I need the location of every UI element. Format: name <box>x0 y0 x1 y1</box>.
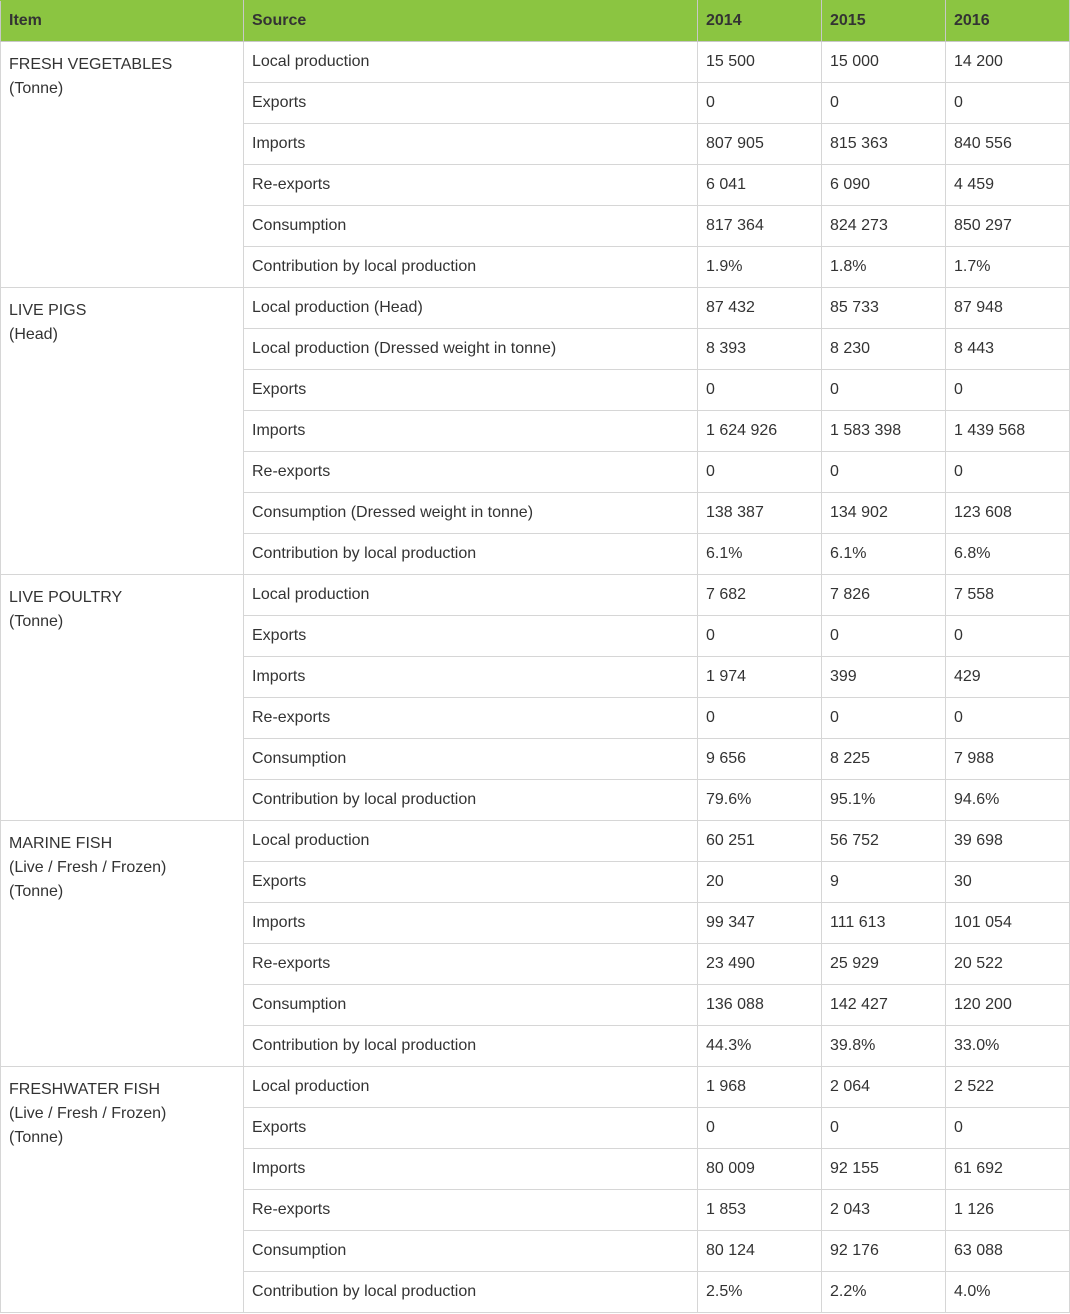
value-cell: 1.7% <box>946 247 1070 288</box>
value-cell: 136 088 <box>698 985 822 1026</box>
value-cell: 9 656 <box>698 739 822 780</box>
table-row <box>1 821 1070 862</box>
value-cell: 0 <box>698 698 822 739</box>
value-cell: 0 <box>822 616 946 657</box>
value-cell: 840 556 <box>946 124 1070 165</box>
source-cell: Imports <box>244 411 698 452</box>
source-cell: Re-exports <box>244 698 698 739</box>
source-cell: Consumption <box>244 985 698 1026</box>
value-cell: 2.5% <box>698 1272 822 1313</box>
source-cell: Imports <box>244 124 698 165</box>
value-cell: 39.8% <box>822 1026 946 1067</box>
value-cell: 2 522 <box>946 1067 1070 1108</box>
item-label-line: (Head) <box>9 326 58 343</box>
item-cell <box>1 821 244 1067</box>
value-cell: 6.1% <box>698 534 822 575</box>
source-cell: Consumption <box>244 739 698 780</box>
value-cell: 9 <box>822 862 946 903</box>
source-cell: Contribution by local production <box>244 534 698 575</box>
value-cell: 1 583 398 <box>822 411 946 452</box>
value-cell: 0 <box>822 1108 946 1149</box>
value-cell: 7 826 <box>822 575 946 616</box>
value-cell: 111 613 <box>822 903 946 944</box>
value-cell: 7 988 <box>946 739 1070 780</box>
value-cell: 1 439 568 <box>946 411 1070 452</box>
value-cell: 101 054 <box>946 903 1070 944</box>
value-cell: 120 200 <box>946 985 1070 1026</box>
table-row <box>1 288 1070 329</box>
value-cell: 2 043 <box>822 1190 946 1231</box>
source-cell: Exports <box>244 862 698 903</box>
item-label-line: MARINE FISH <box>9 835 113 852</box>
source-cell: Re-exports <box>244 944 698 985</box>
value-cell: 4.0% <box>946 1272 1070 1313</box>
source-cell: Contribution by local production <box>244 1026 698 1067</box>
value-cell: 0 <box>698 370 822 411</box>
value-cell: 0 <box>946 1108 1070 1149</box>
value-cell: 56 752 <box>822 821 946 862</box>
value-cell: 2.2% <box>822 1272 946 1313</box>
value-cell: 79.6% <box>698 780 822 821</box>
value-cell: 8 225 <box>822 739 946 780</box>
item-cell <box>1 42 244 288</box>
value-cell: 25 929 <box>822 944 946 985</box>
source-cell: Local production <box>244 821 698 862</box>
value-cell: 87 432 <box>698 288 822 329</box>
value-cell: 1 974 <box>698 657 822 698</box>
source-cell: Re-exports <box>244 165 698 206</box>
value-cell: 99 347 <box>698 903 822 944</box>
value-cell: 4 459 <box>946 165 1070 206</box>
value-cell: 0 <box>698 616 822 657</box>
value-cell: 0 <box>822 452 946 493</box>
source-cell: Consumption (Dressed weight in tonne) <box>244 493 698 534</box>
value-cell: 0 <box>946 83 1070 124</box>
source-cell: Imports <box>244 1149 698 1190</box>
source-cell: Consumption <box>244 1231 698 1272</box>
value-cell: 815 363 <box>822 124 946 165</box>
value-cell: 1 624 926 <box>698 411 822 452</box>
source-cell: Contribution by local production <box>244 1272 698 1313</box>
value-cell: 80 124 <box>698 1231 822 1272</box>
item-cell <box>1 288 244 575</box>
source-cell: Imports <box>244 903 698 944</box>
value-cell: 30 <box>946 862 1070 903</box>
value-cell: 20 522 <box>946 944 1070 985</box>
item-label-line: (Tonne) <box>9 1129 64 1146</box>
source-cell: Consumption <box>244 206 698 247</box>
value-cell: 0 <box>698 452 822 493</box>
value-cell: 6 041 <box>698 165 822 206</box>
item-label-line: (Tonne) <box>9 80 64 97</box>
value-cell: 44.3% <box>698 1026 822 1067</box>
value-cell: 92 176 <box>822 1231 946 1272</box>
value-cell: 6 090 <box>822 165 946 206</box>
item-label-line: (Live / Fresh / Frozen) <box>9 1105 167 1122</box>
item-label-line: (Tonne) <box>9 613 64 630</box>
value-cell: 429 <box>946 657 1070 698</box>
value-cell: 824 273 <box>822 206 946 247</box>
value-cell: 6.1% <box>822 534 946 575</box>
item-label-line: (Tonne) <box>9 883 64 900</box>
source-cell: Exports <box>244 83 698 124</box>
source-cell: Re-exports <box>244 452 698 493</box>
value-cell: 0 <box>698 1108 822 1149</box>
value-cell: 15 000 <box>822 42 946 83</box>
value-cell: 14 200 <box>946 42 1070 83</box>
table-row <box>1 1067 1070 1108</box>
value-cell: 8 443 <box>946 329 1070 370</box>
value-cell: 94.6% <box>946 780 1070 821</box>
item-label-line: FRESH VEGETABLES <box>9 56 173 73</box>
source-cell: Re-exports <box>244 1190 698 1231</box>
value-cell: 6.8% <box>946 534 1070 575</box>
value-cell: 817 364 <box>698 206 822 247</box>
header-year-2016: 2016 <box>946 1 1070 42</box>
header-row <box>1 1 1070 42</box>
value-cell: 60 251 <box>698 821 822 862</box>
source-cell: Local production (Head) <box>244 288 698 329</box>
value-cell: 7 682 <box>698 575 822 616</box>
item-cell <box>1 1067 244 1313</box>
value-cell: 95.1% <box>822 780 946 821</box>
source-cell: Local production (Dressed weight in tonne) <box>244 329 698 370</box>
source-cell: Imports <box>244 657 698 698</box>
value-cell: 1 968 <box>698 1067 822 1108</box>
value-cell: 1.8% <box>822 247 946 288</box>
source-cell: Contribution by local production <box>244 247 698 288</box>
value-cell: 85 733 <box>822 288 946 329</box>
value-cell: 134 902 <box>822 493 946 534</box>
value-cell: 39 698 <box>946 821 1070 862</box>
value-cell: 1 126 <box>946 1190 1070 1231</box>
header-year-2014: 2014 <box>698 1 822 42</box>
header-item: Item <box>1 1 244 42</box>
value-cell: 7 558 <box>946 575 1070 616</box>
table-body <box>1 42 1070 1313</box>
value-cell: 0 <box>946 698 1070 739</box>
item-label-line: (Live / Fresh / Frozen) <box>9 859 167 876</box>
value-cell: 0 <box>946 452 1070 493</box>
value-cell: 0 <box>946 616 1070 657</box>
source-cell: Local production <box>244 1067 698 1108</box>
item-cell <box>1 575 244 821</box>
header-year-2015: 2015 <box>822 1 946 42</box>
value-cell: 63 088 <box>946 1231 1070 1272</box>
value-cell: 80 009 <box>698 1149 822 1190</box>
value-cell: 8 230 <box>822 329 946 370</box>
table-row <box>1 575 1070 616</box>
item-label-line: FRESHWATER FISH <box>9 1081 161 1098</box>
value-cell: 142 427 <box>822 985 946 1026</box>
value-cell: 0 <box>822 698 946 739</box>
value-cell: 33.0% <box>946 1026 1070 1067</box>
value-cell: 61 692 <box>946 1149 1070 1190</box>
source-cell: Exports <box>244 370 698 411</box>
value-cell: 0 <box>822 370 946 411</box>
source-cell: Exports <box>244 1108 698 1149</box>
value-cell: 15 500 <box>698 42 822 83</box>
value-cell: 807 905 <box>698 124 822 165</box>
source-cell: Local production <box>244 42 698 83</box>
value-cell: 1.9% <box>698 247 822 288</box>
value-cell: 92 155 <box>822 1149 946 1190</box>
item-label-line: LIVE PIGS <box>9 302 87 319</box>
source-cell: Exports <box>244 616 698 657</box>
value-cell: 0 <box>822 83 946 124</box>
value-cell: 0 <box>698 83 822 124</box>
value-cell: 0 <box>946 370 1070 411</box>
item-label-line: LIVE POULTRY <box>9 589 123 606</box>
value-cell: 850 297 <box>946 206 1070 247</box>
value-cell: 123 608 <box>946 493 1070 534</box>
value-cell: 2 064 <box>822 1067 946 1108</box>
value-cell: 138 387 <box>698 493 822 534</box>
value-cell: 20 <box>698 862 822 903</box>
source-cell: Contribution by local production <box>244 780 698 821</box>
value-cell: 87 948 <box>946 288 1070 329</box>
source-cell: Local production <box>244 575 698 616</box>
table-header <box>1 1 1070 42</box>
value-cell: 399 <box>822 657 946 698</box>
header-source: Source <box>244 1 698 42</box>
value-cell: 23 490 <box>698 944 822 985</box>
value-cell: 8 393 <box>698 329 822 370</box>
table-row <box>1 42 1070 83</box>
value-cell: 1 853 <box>698 1190 822 1231</box>
